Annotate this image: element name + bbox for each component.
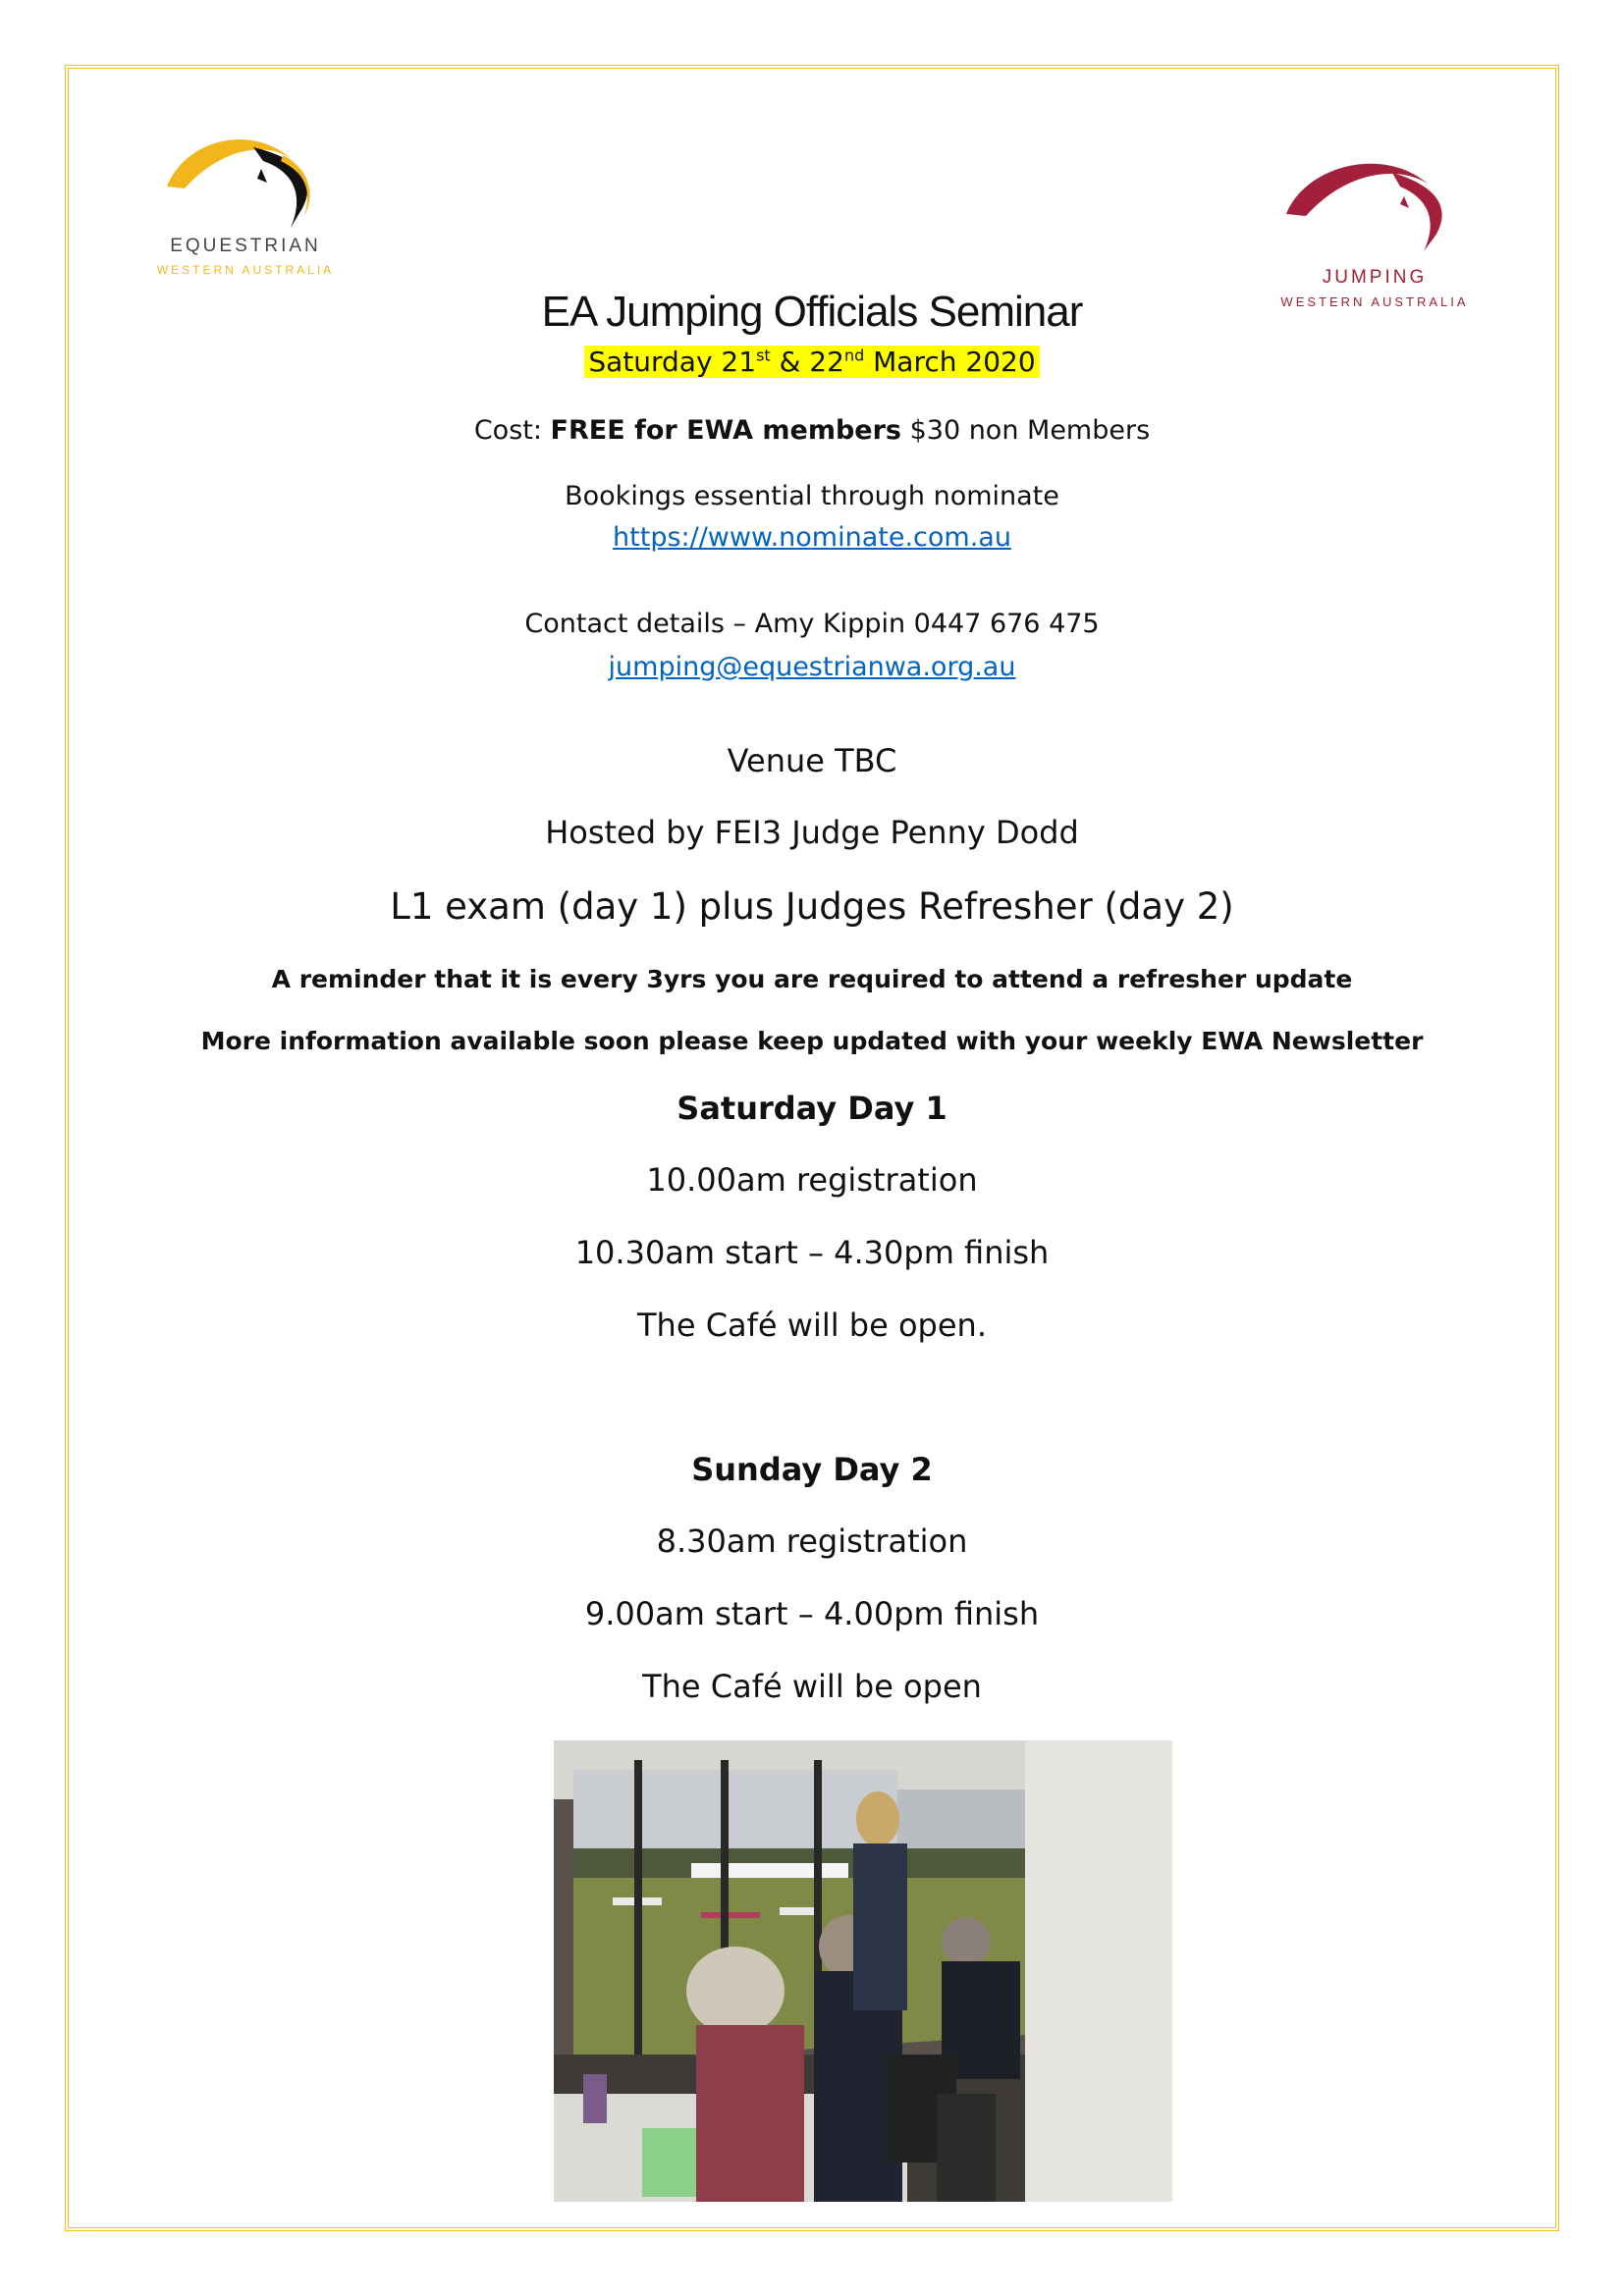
- judges-box-photo: [554, 1740, 1172, 2202]
- horse-head-red-icon: [1267, 145, 1483, 253]
- page-title: EA Jumping Officials Seminar: [541, 288, 1083, 336]
- bookings-text: Bookings essential through nominate: [565, 481, 1059, 511]
- day2-heading: Sunday Day 2: [691, 1451, 933, 1488]
- day1-heading: Saturday Day 1: [677, 1090, 947, 1127]
- cost-line: [0, 415, 1624, 446]
- logo-left-line2: WESTERN AUSTRALIA: [156, 263, 335, 277]
- logo-right-line2: WESTERN AUSTRALIA: [1280, 294, 1469, 309]
- horse-head-gold-icon: [147, 118, 344, 236]
- cost-rest: $30 non Members: [901, 415, 1151, 446]
- day1-cafe: The Café will be open.: [637, 1307, 987, 1344]
- bookings-link-row: [0, 522, 1624, 553]
- day1-registration: 10.00am registration: [646, 1161, 978, 1199]
- date-part3: March 2020: [864, 346, 1036, 378]
- day2-registration: 8.30am registration: [656, 1522, 968, 1560]
- event-date: [0, 346, 1624, 378]
- day1-times: 10.30am start – 4.30pm finish: [574, 1234, 1050, 1271]
- logo-left-line1: EQUESTRIAN: [170, 236, 321, 256]
- email-link[interactable]: jumping@equestrianwa.org.au: [608, 652, 1016, 682]
- reminder: A reminder that it is every 3yrs you are required to attend a refresher update: [271, 965, 1353, 993]
- date-sup2: nd: [843, 346, 865, 365]
- contact-text: Contact details – Amy Kippin 0447 676 475: [524, 609, 1100, 639]
- date-highlight: [584, 346, 1039, 378]
- cost-free: FREE for EWA members: [550, 415, 901, 446]
- contact-email-row: [0, 652, 1624, 682]
- date-sup1: st: [756, 346, 771, 365]
- cost-label: Cost:: [473, 415, 551, 446]
- logo-right-line1: JUMPING: [1322, 267, 1428, 288]
- exam-info: L1 exam (day 1) plus Judges Refresher (day 2): [390, 885, 1234, 928]
- date-part1: Saturday 21: [588, 346, 757, 378]
- day2-cafe: The Café will be open: [642, 1668, 982, 1705]
- nominate-link[interactable]: https://www.nominate.com.au: [613, 522, 1011, 553]
- venue: Venue TBC: [727, 742, 897, 779]
- host: Hosted by FEI3 Judge Penny Dodd: [545, 814, 1079, 851]
- day2-times: 9.00am start – 4.00pm finish: [584, 1595, 1040, 1632]
- equestrian-wa-logo: [147, 118, 344, 285]
- date-part2: & 22: [770, 346, 844, 378]
- more-info: More information available soon please keep updated with your weekly EWA Newsletter: [200, 1027, 1424, 1055]
